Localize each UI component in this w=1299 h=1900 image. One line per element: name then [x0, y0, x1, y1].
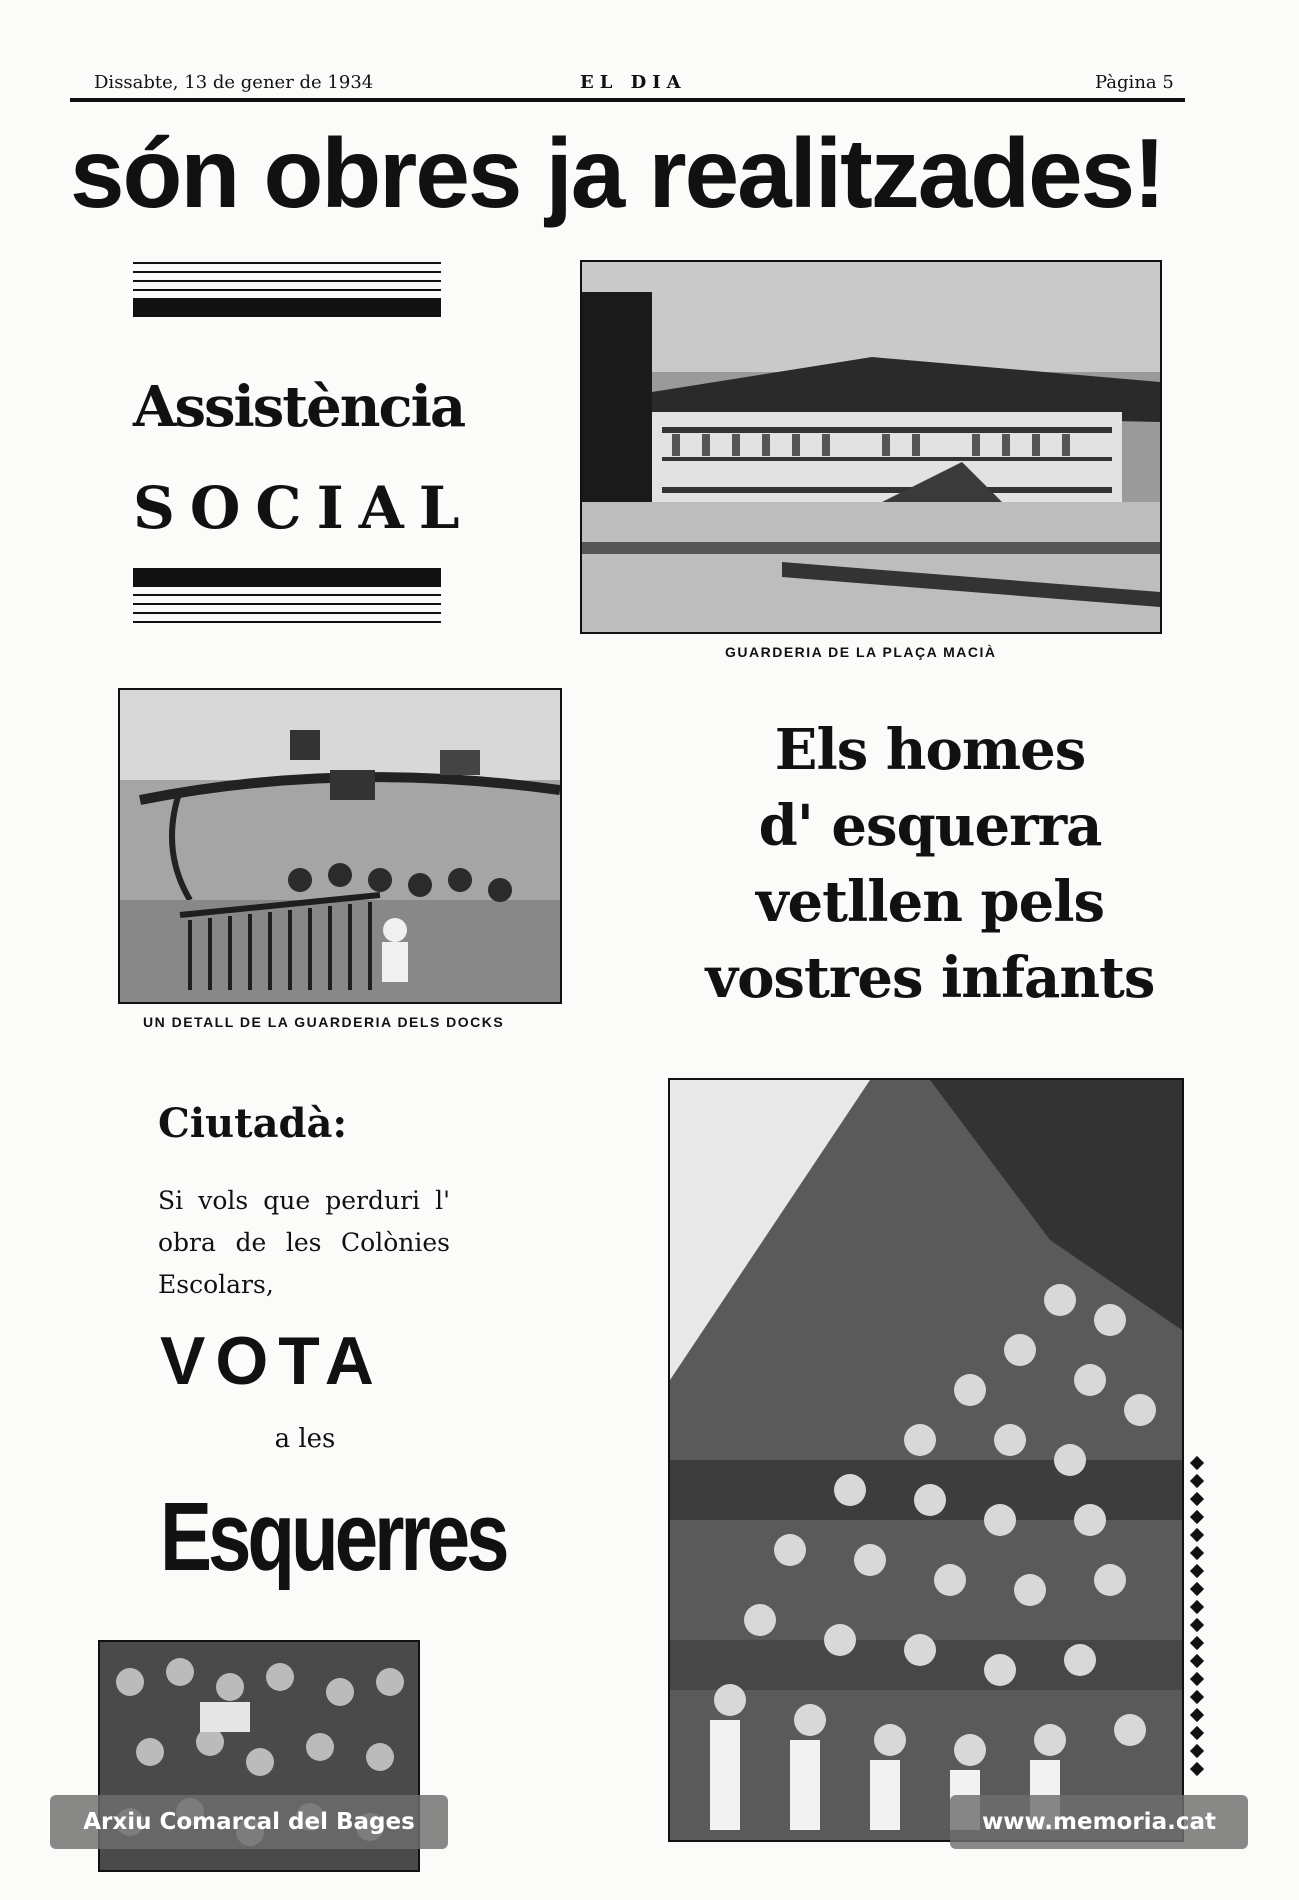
appeal-a-les: a les	[274, 1424, 336, 1454]
slogan-line-4: vostres infants	[705, 945, 1155, 1011]
decorative-diamond-border	[1190, 1450, 1204, 1782]
decorative-stripes-bottom	[133, 568, 441, 630]
appeal-esquerres: Esquerres	[160, 1481, 506, 1592]
appeal-greeting: Ciutadà:	[158, 1100, 348, 1147]
appeal-vota: VOTA	[160, 1323, 384, 1399]
header-date: Dissabte, 13 de gener de 1934	[94, 72, 374, 93]
watermark-arxiu: Arxiu Comarcal del Bages	[50, 1795, 448, 1849]
section-title-social: SOCIAL	[133, 474, 475, 542]
caption-guarderia-placa-macia: GUARDERIA DE LA PLAÇA MACIÀ	[725, 644, 997, 660]
decorative-stripes-top	[133, 262, 441, 324]
photo-guarderia-placa-macia	[580, 260, 1162, 634]
watermark-memoria: www.memoria.cat	[950, 1795, 1248, 1849]
header-rule	[70, 98, 1185, 102]
slogan-line-2: d' esquerra	[758, 793, 1102, 859]
slogan-line-3: vetllen pels	[755, 869, 1104, 935]
slogan	[690, 712, 1170, 1016]
photo-colonies-escolars	[668, 1078, 1184, 1842]
page-number: Pàgina 5	[1095, 72, 1174, 93]
slogan-line-1: Els homes	[774, 717, 1086, 783]
photo-guarderia-docks	[118, 688, 562, 1004]
caption-guarderia-docks: UN DETALL DE LA GUARDERIA DELS DOCKS	[143, 1014, 505, 1030]
appeal-body: Si vols que perduri l' obra de les Colònies Escolars,	[158, 1186, 450, 1299]
section-title-assistencia: Assistència	[133, 374, 465, 440]
newspaper-name: EL DIA	[580, 72, 687, 93]
headline: són obres ja realitzades!	[70, 118, 1164, 228]
